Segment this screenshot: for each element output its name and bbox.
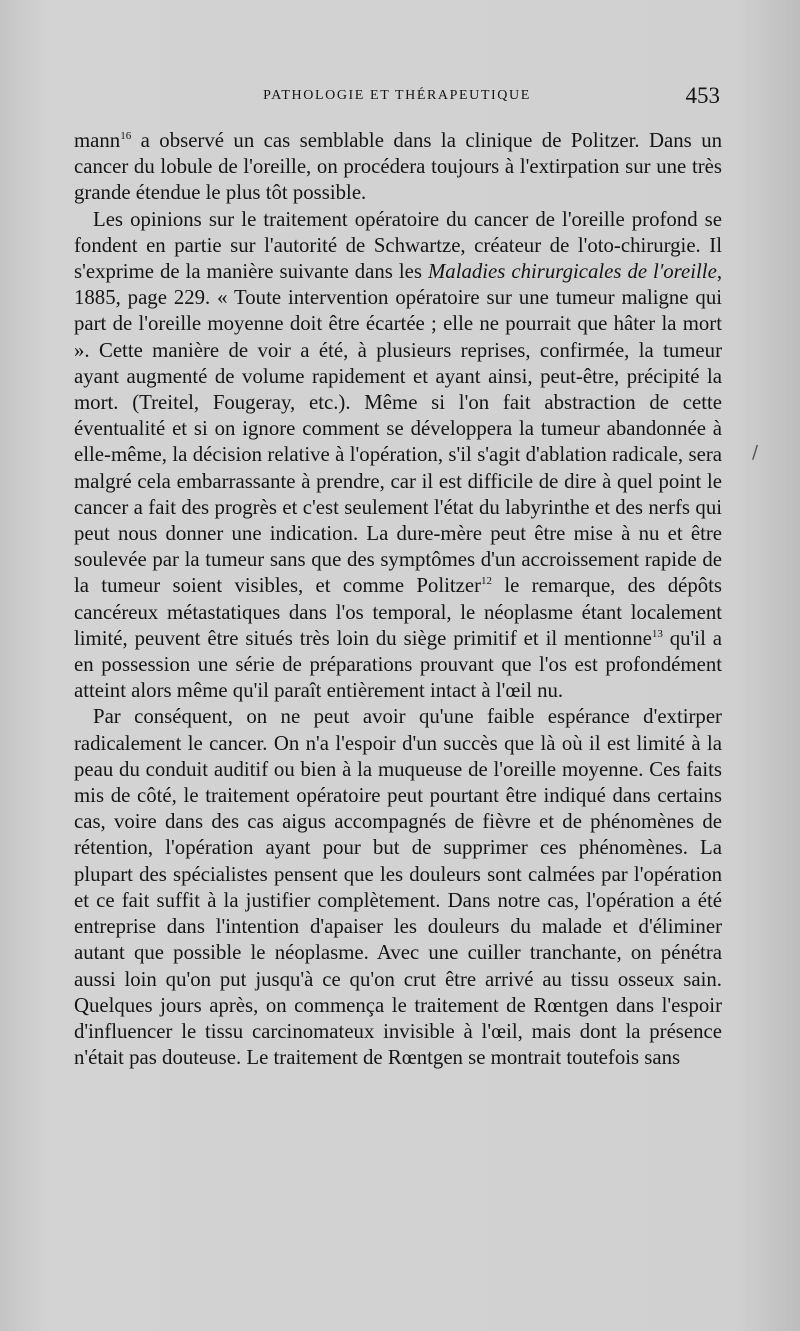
paragraph-2-text-a: Les opinions sur le traitement opératoire du cancer de l'oreille profond se fondent en partie sur l'autorité de Schwartze, créateur de l'oto-chirurgie. Il s'exprime de la manière suivante dans les xyxy=(74,207,722,284)
footnote-ref-12: 12 xyxy=(481,575,493,588)
page-number: 453 xyxy=(685,83,720,108)
paragraph-2-text-b: , 1885, page 229. « Toute intervention opératoire sur une tumeur maligne qui part de l'oreille moyenne doit être écartée ; elle ne pourrait que hâter la mort ». Cette manière de voir a été, à plusieurs reprises, confirmée, la tumeur ayant augmenté de volume rapidement et ayant ainsi, peut-être, précipité la mort. (Treitel, Fougeray, etc.). Même si l'on fait abstraction de cette éventualité et si on ignore comment se développera la tumeur abandonnée à elle-même, la décision relative à l'opération, s'il s'agit d'ablation radicale, sera malgré cela embarrassante à prendre, car il est difficile de dire à quel point le cancer a fait des progrès et c'est seulement l'état du labyrinthe et des nerfs qui peut nous donner une indication. La dure-mère peut être mise à nu et être soulevée par la tumeur sans que des symptômes d'un accroissement rapide de la tumeur soient visibles, et comme Politzer xyxy=(74,260,723,598)
page-header xyxy=(74,84,720,110)
paragraph-2-text-d: qu'il a en possession une série de préparations prouvant que l'os est profondément atteint alors même qu'il paraît entièrement intact à l'œil nu. xyxy=(74,626,722,703)
paragraph-3 xyxy=(74,704,722,1071)
footnote-ref-13: 13 xyxy=(651,627,663,640)
paragraph-1-text-a: mann xyxy=(74,129,121,152)
body-text xyxy=(74,128,722,1071)
book-title: Maladies chirurgicales de l'oreille xyxy=(427,260,717,284)
margin-mark: / xyxy=(752,442,759,463)
running-title: PATHOLOGIE ET THÉRAPEUTIQUE xyxy=(263,88,531,103)
paragraph-2-text-c: le remarque, des dépôts cancéreux métastatiques dans l'os temporal, le néoplasme étant localement limité, peuvent être situés très loin du siège primitif et il mentionne xyxy=(74,574,722,650)
paragraph-2 xyxy=(74,207,722,705)
paragraph-1-text-b: a observé un cas semblable dans la clinique de Politzer. Dans un cancer du lobule de l'oreille, on procédera toujours à l'extirpation sur une très grande étendue le plus tôt possible. xyxy=(74,129,722,205)
footnote-ref-16: 16 xyxy=(120,130,132,142)
paragraph-3-text: Par conséquent, on ne peut avoir qu'une faible espérance d'extirper radicalement le cancer. On n'a l'espoir d'un succès que là où il est limité à la peau du conduit auditif ou bien à la muqueuse de l'oreille moyenne. Ces faits mis de côté, le traitement opératoire peut pourtant être indiqué dans certains cas, voire dans des cas aigus accompagnés de fièvre et de phénomènes de rétention, l'opération ayant pour but de supprimer ces phénomènes. La plupart des spécialistes pensent que les douleurs sont calmées par l'opération et ce fait suffit à la justifier complètement. Dans notre cas, l'opération a été entreprise dans l'intention d'apaiser les douleurs du malade et d'éliminer autant que possible le néoplasme. Avec une cuiller tranchante, on pénétra aussi loin qu'on put jusqu'à ce qu'on crut être arrivé au tissu osseux sain. Quelques jours après, on commença le traitement de Rœntgen dans l'espoir d'influencer le tissu carcinomateux invisible à l'œil, mais dont la présence n'était pas douteuse. Le traitement de Rœntgen se montrait toutefois sans xyxy=(74,705,722,1070)
paragraph-1 xyxy=(74,128,722,207)
